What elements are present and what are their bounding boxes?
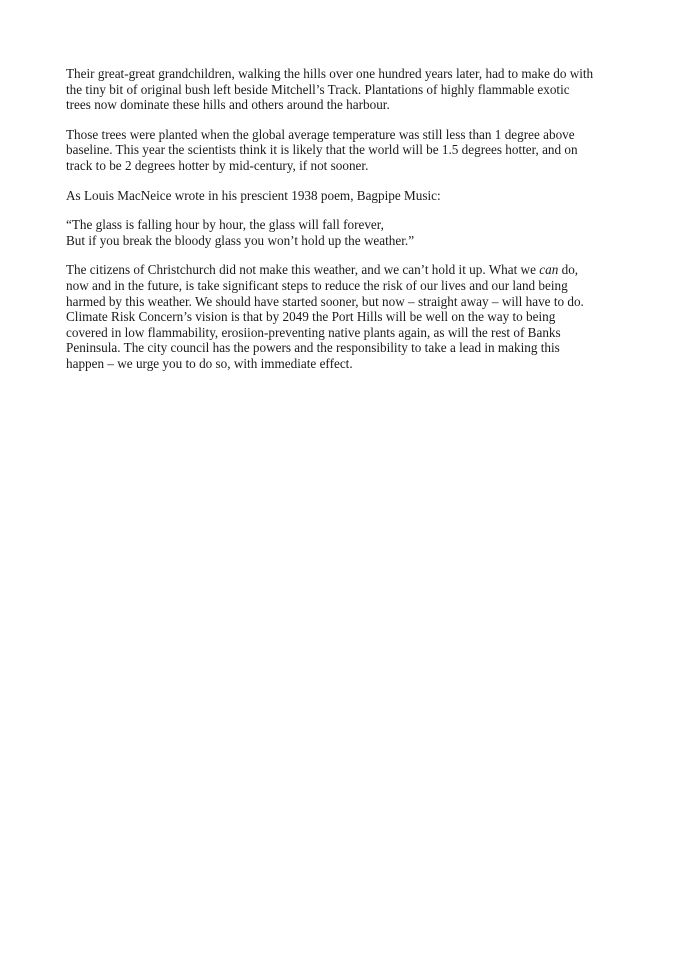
text-line xyxy=(66,262,626,278)
text-line: happen – we urge you to do so, with immediate effect. xyxy=(66,355,353,371)
text-line: track to be 2 degrees hotter by mid-century, if not sooner. xyxy=(66,157,369,173)
text-line: trees now dominate these hills and others around the harbour. xyxy=(66,97,390,113)
text-line: now and in the future, is take significant steps to reduce the risk of our lives and our land being xyxy=(66,277,568,293)
paragraph-call-to-action xyxy=(66,262,626,371)
emphasis-text: can xyxy=(539,262,559,278)
poem-quote xyxy=(66,217,626,248)
text-segment: do, xyxy=(558,262,579,278)
document-body xyxy=(66,66,626,386)
paragraph-plantations xyxy=(66,66,626,113)
text-line: Peninsula. The city council has the powers and the responsibility to take a lead in making this xyxy=(66,340,560,356)
text-line: As Louis MacNeice wrote in his prescient 1938 poem, Bagpipe Music: xyxy=(66,187,441,203)
text-segment: The citizens of Christchurch did not make this weather, and we can’t hold it up. What we xyxy=(66,262,540,278)
text-line: Their great-great grandchildren, walking the hills over one hundred years later, had to make do with xyxy=(66,66,594,81)
paragraph-temperature xyxy=(66,127,626,174)
text-line: covered in low flammability, erosiion-preventing native plants again, as will the rest of Banks xyxy=(66,324,561,340)
text-line: the tiny bit of original bush left beside Mitchell’s Track. Plantations of highly flammable exotic xyxy=(66,81,570,97)
paragraph-macneice-intro xyxy=(66,188,626,204)
quote-line: But if you break the bloody glass you won’t hold up the weather.” xyxy=(66,232,415,248)
text-line: Those trees were planted when the global average temperature was still less than 1 degree above xyxy=(66,126,575,142)
text-line: harmed by this weather. We should have started sooner, but now – straight away – will have to do. xyxy=(66,293,584,309)
text-line: Climate Risk Concern’s vision is that by 2049 the Port Hills will be well on the way to being xyxy=(66,309,556,325)
text-line: baseline. This year the scientists think it is likely that the world will be 1.5 degrees hotter, and on xyxy=(66,142,578,158)
quote-line: “The glass is falling hour by hour, the glass will fall forever, xyxy=(66,217,384,233)
